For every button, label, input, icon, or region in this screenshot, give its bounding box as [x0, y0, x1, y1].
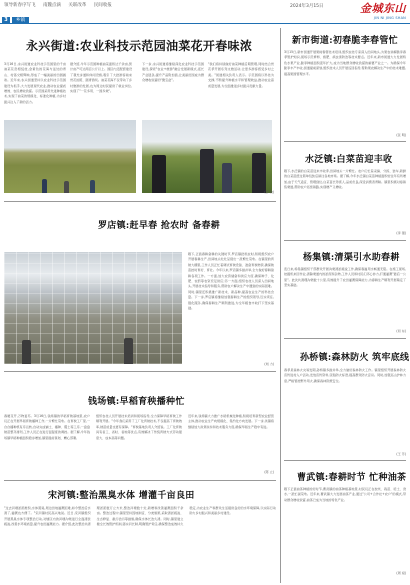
article-body-shuiyan: 眼下,水泛镇的白菜苗迎来丰收季,田间地头一片繁忙。农户们忙着采摘、分拣、装车,新鲜的白菜苗经过简单包装后销往各地市场。据了解,今年水泛镇白菜苗种植面积较往年有所增加,由于天气适宜、管理到位,白菜苗长势喜人,品质优良,深受消费者青睐。镇里积极对接销售渠道,帮助农户拓宽销路,实现增产又增收。	[284, 169, 406, 190]
masthead	[0, 0, 410, 18]
article-body-caowu: 眼下正值油茶种植的好时节,曹武镇的油茶种植基地里,村民们正在挖坑、栽苗、培土、浇水,一派忙碌景象。近年来,曹武镇大力发展油茶产业,通过"公司+合作社+农户"的模式,带动群众增收致富,油茶已成为当地的特色产业。	[284, 487, 406, 502]
section-name: 乡镇	[12, 17, 29, 24]
article-credit: (王 芳)	[396, 452, 406, 456]
article-title-shuiyan: 水泛镇:白菜苗迎丰收	[305, 155, 393, 165]
article-credit: (何 东)	[396, 329, 406, 333]
photo-rapeseed-field-visit	[4, 120, 136, 193]
issue-date: 2024年3月15日	[290, 4, 324, 9]
photo-greenhouse-seedlings	[4, 252, 182, 364]
article-body-yangji: 连日来,杨集镇组织干部群众开展沟渠清淤疏浚工作,确保春灌用水畅通无阻。在施工现场,挖掘机来回作业,清除渠道内的淤泥和杂物,工作人员和村民们齐心协力,打通灌溉"最后一公里"。此次共清理沟渠数十公里,有效提升了农田灌溉保障能力,为春耕生产顺利开展奠定了坚实基础。	[284, 267, 406, 288]
nav-item[interactable]: 南魏点滴	[42, 3, 61, 8]
nav-item[interactable]: 领导新春序写飞	[4, 3, 36, 8]
nav-item[interactable]: 关联改革	[68, 3, 87, 8]
article-title-luodian: 罗店镇:赶早春 抢农时 备春耕	[98, 221, 221, 231]
nav-item[interactable]: 民间收报	[93, 3, 112, 8]
article-title-yangji: 杨集镇:清渠引水助春耕	[303, 253, 400, 263]
article-credit: (张 明)	[396, 133, 406, 137]
article-body-yongxing: 据介绍,今年示范园种植油菜面积达千余亩,预计亩产可达两百公斤以上。园区内还配套建设了观光步道和休闲设施,吸引了大批游客前来赏花拍照、踏青游玩。油菜花海不仅带动了乡村旅游的发展,也为周边村民提供了就业岗位,实现了"一花多用、一园多效"。	[70, 62, 132, 94]
article-title-songhe: 宋河镇:整治黑臭水体 增灌千亩良田	[48, 491, 195, 501]
article-body-qiantang: 近年来,钱场镇大力推广水稻机械化种植,积极培育新型农业经营主体,推动农业生产向规模化、集约化方向发展。下一步,该镇将继续加大政策扶持和技术服务力度,确保早稻生产稳中有进。	[188, 414, 274, 429]
article-title-xinshi: 新市街道:初春脆李春管忙	[292, 36, 398, 46]
article-body-qiantang: 组织农技人员开展技术培训和现场指导,全力保障早稻育秧工作顺利开展。"今年我们采用了工厂化育秧技术,不仅提高了育秧效率,秧苗质量也更有保障。"育秧基地负责人介绍说。工厂化育秧具有省工、省时、省地等优点,有效解决了传统育秧方式劳动强度大、成本高等问题。	[96, 414, 182, 440]
article-body-sunqiao: 春季是森林火灾易发期,孙桥镇多措并举,全力做好森林防火工作。镇里组织开展森林防火宣传进村入户活动,发放宣传资料,张贴防火标语,提高群众防火意识。同时,加强巡山护林力度,严格管控野外用火,确保森林资源安全。	[284, 368, 406, 383]
section-divider	[4, 480, 276, 481]
section-divider	[284, 338, 406, 339]
article-body-yongxing: 3月16日,永兴街道农业科技示范园里的千亩油菜花竞相绽放,金黄色的花海与远处的青山、村落交相辉映,形成了一幅美丽的田园画卷。近年来,永兴街道坚持以农业科技示范园建设为抓手,大力发展现代农业,推动农业提质增效、农民增收致富。示范园采用先进种植技术,实现了油菜的规模化、标准化种植,为乡村振兴注入了新的活力。	[4, 62, 66, 104]
photo-field-inspection	[142, 120, 272, 193]
article-title-yongxing: 永兴街道:农业科技示范园油菜花开春味浓	[26, 39, 253, 53]
article-credit: (周 斌)	[396, 571, 406, 575]
article-title-sunqiao: 孙桥镇:森林防火 筑牢底线	[300, 353, 410, 363]
article-title-caowu: 曹武镇:春耕时节 忙种油茶	[297, 473, 407, 483]
article-body-songhe: "过去河塘淤泥堆积,水体黑臭,周边田地灌溉困难,如今整治后水清了,灌溉也方便了。"宋河镇村民高兴地说。近日,宋河镇组织开展黑臭水体专项整治行动,对辖区内的河塘沟渠进行全面清淤疏浚,改善水环境质量,提升农田灌溉能力。据介绍,此次整治共清理淤泥数万立方米,整治河塘数十处,新增和改善灌溉面积千余亩。整治过程中,镇里坚持因地制宜、分类施策,采取清淤疏浚、生态修复、截污治污等措施,确保水体长治久清。同时,镇里建立健全长效管护机制,落实河长制,明确管护责任,确保整治成效持久稳定,为农业生产和群众生活提供良好的水环境保障,以实际行动助力乡村振兴和美丽乡村建设。	[4, 506, 276, 527]
article-body-yongxing: "我们将持续做好油菜种植后期管理,同时结合赏花季开展系列文旅活动,让更多游客感受乡村之美。"街道相关负责人表示。示范园将以科技为支撑,不断提升种植水平和管理效益,推动农业高质量发展,为全面推进乡村振兴贡献力量。	[208, 62, 274, 88]
section-divider	[284, 240, 406, 241]
article-credit: (李 强)	[396, 231, 406, 235]
masthead-nav	[4, 2, 118, 8]
page-number: 3	[2, 17, 10, 24]
logo-text: 金城东山	[360, 2, 406, 15]
section-divider	[4, 201, 276, 202]
column-divider	[280, 28, 281, 583]
article-credit: (刘 力)	[264, 362, 274, 366]
article-body-luodian: 眼下,正值春耕备耕的关键时节,罗店镇抢抓农时,积极组织农户开展春耕生产,田间地头处处呈现出一派繁忙景象。在镇里的育秧大棚里,工作人员正忙着调试育秧设备、准备育秧物资,确保秧苗按时育好、育壮。今年以来,罗店镇多措并举,全力做好春耕备耕各项工作。一方面,加大农资储备和供应力度,确保种子、化肥、农药等农资充足供应;另一方面,组织农技人员深入田间地头,开展技术指导和服务,帮助农户解决生产中遇到的实际困难。同时,镇里还积极推广新技术、新品种,提高农业生产的科技含量。下一步,罗店镇将继续加强春耕生产的组织领导,压实责任,强化服务,确保春耕生产顺利推进,为全年粮食丰收打下坚实基础。	[188, 252, 274, 311]
logo-subtext: JIN NI JING SHAN	[373, 16, 406, 20]
section-divider	[284, 460, 406, 461]
article-body-xinshi: 3月15日,新市街道开展果树春管技术培训,组织农技专家深入田间地头,为果农讲解脆李春季管护知识,现场示范修剪、施肥、病虫害防治等技术要点。近年来,新市街道大力发展特色水果产业,脆李种植面积逐年扩大,成为当地群众增收致富的重要产业之一。为确保今年脆李丰产丰收,街道提前谋划,组织技术人员开展巡回指导,帮助果农解决生产中的技术难题,提高果园管理水平。	[284, 50, 406, 76]
article-body-yongxing: 下一步,永兴街道将继续深化农业科技示范园建设,探索"农业+旅游"融合发展新模式,延长产业链条,提升产品附加值,让美丽田园成为群众增收致富的"聚宝盆"。	[142, 62, 204, 83]
article-body-qiantang: 春暖花开,万物复苏。3月16日,钱场镇的早稻育秧基地里,农户们正在开展早稻育秧播种工作,一片繁忙景象。在育秧工厂里,一台台播种机有序运转,自动完成铺土、播种、覆土等工序,一盘盘秧苗整齐排列,工作人员正在进行温湿度的调控。据了解,今年钱场镇早稻种植面积稳步增加,镇里提前谋划、精心部署,	[4, 414, 90, 440]
article-title-qiantang: 钱场镇:早稻育秧播种忙	[88, 397, 185, 407]
page-section-bar	[0, 17, 410, 24]
section-divider	[4, 371, 276, 372]
article-credit: (钟 敏)	[264, 190, 274, 194]
section-divider	[284, 141, 406, 142]
article-credit: (陈 立)	[264, 470, 274, 474]
